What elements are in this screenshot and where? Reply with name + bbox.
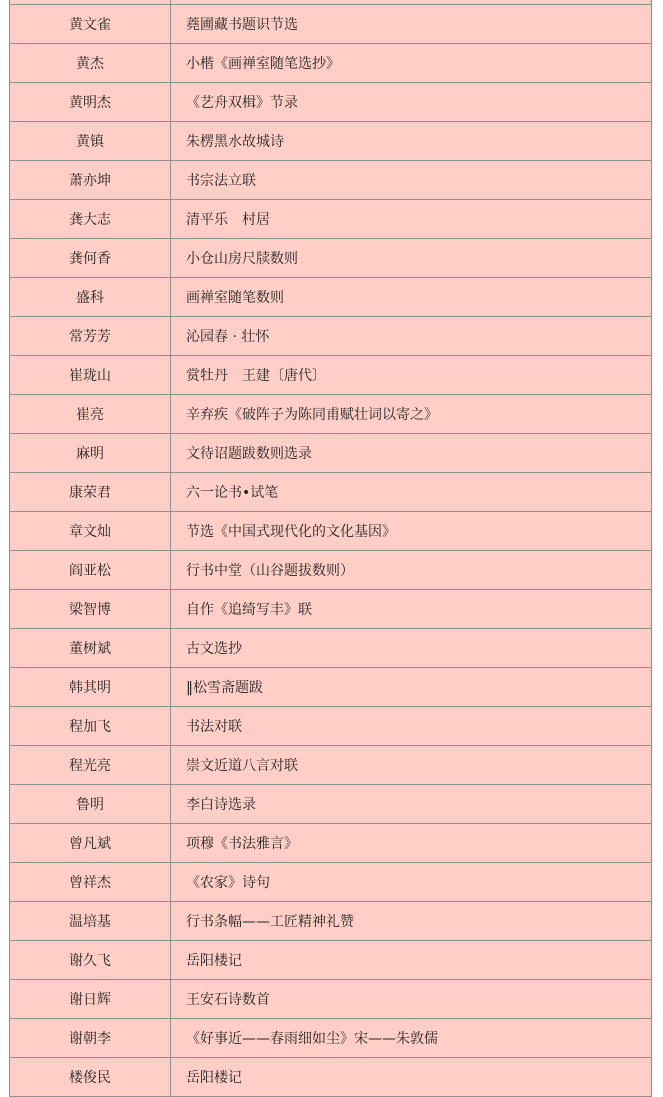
work-title-cell: ‖松雪斋题跋 <box>171 668 652 707</box>
table-row <box>10 512 652 551</box>
table-row <box>10 1058 652 1097</box>
author-name-cell: 梁智博 <box>10 590 171 629</box>
table-row <box>10 785 652 824</box>
author-name-cell: 温培基 <box>10 902 171 941</box>
work-title-cell: 蕘圃藏书题识节选 <box>171 5 652 44</box>
table-row <box>10 122 652 161</box>
author-name-cell: 盛科 <box>10 278 171 317</box>
table-row <box>10 941 652 980</box>
author-name-cell: 黄镇 <box>10 122 171 161</box>
entries-table <box>9 0 652 1097</box>
table-row <box>10 239 652 278</box>
table-row <box>10 746 652 785</box>
work-title-cell: 岳阳楼记 <box>171 941 652 980</box>
work-title-cell: 《农家》诗句 <box>171 863 652 902</box>
table-row <box>10 629 652 668</box>
author-name-cell: 崔亮 <box>10 395 171 434</box>
work-title-cell: 岳阳楼记 <box>171 1058 652 1097</box>
work-title-cell: 《好事近——春雨细如尘》宋——朱敦儒 <box>171 1019 652 1058</box>
table-row <box>10 707 652 746</box>
author-name-cell: 谢日辉 <box>10 980 171 1019</box>
table-row <box>10 317 652 356</box>
table-row <box>10 5 652 44</box>
work-title-cell: 文待诏题跋数则选录 <box>171 434 652 473</box>
author-name-cell: 康荣君 <box>10 473 171 512</box>
table-row <box>10 551 652 590</box>
author-name-cell: 楼俊民 <box>10 1058 171 1097</box>
work-title-cell: 书法对联 <box>171 707 652 746</box>
table-row <box>10 44 652 83</box>
work-title-cell: 节选《中国式现代化的文化基因》 <box>171 512 652 551</box>
table-row <box>10 980 652 1019</box>
table-row <box>10 200 652 239</box>
author-name-cell: 崔珑山 <box>10 356 171 395</box>
work-title-cell: 清平乐 村居 <box>171 200 652 239</box>
table-row <box>10 161 652 200</box>
author-name-cell: 程加飞 <box>10 707 171 746</box>
work-title-cell: 赏牡丹 王建〔唐代〕 <box>171 356 652 395</box>
author-name-cell: 黄杰 <box>10 44 171 83</box>
table-body <box>10 0 652 1097</box>
author-name-cell: 鲁明 <box>10 785 171 824</box>
author-name-cell: 龚何香 <box>10 239 171 278</box>
table-row <box>10 473 652 512</box>
table-row <box>10 278 652 317</box>
table-row <box>10 902 652 941</box>
work-title-cell: 朱楞黑水故城诗 <box>171 122 652 161</box>
table-row <box>10 668 652 707</box>
work-title-cell: 小楷《画禅室随笔选抄》 <box>171 44 652 83</box>
author-name-cell: 曾凡斌 <box>10 824 171 863</box>
author-name-cell: 谢久飞 <box>10 941 171 980</box>
author-name-cell: 萧亦坤 <box>10 161 171 200</box>
table-row <box>10 434 652 473</box>
work-title-cell: 画禅室随笔数则 <box>171 278 652 317</box>
table-row <box>10 395 652 434</box>
author-name-cell: 阎亚松 <box>10 551 171 590</box>
author-name-cell: 韩其明 <box>10 668 171 707</box>
author-name-cell: 黄文雀 <box>10 5 171 44</box>
work-title-cell: 行书条幅——工匠精神礼赞 <box>171 902 652 941</box>
author-name-cell: 曾祥杰 <box>10 863 171 902</box>
work-title-cell: 项穆《书法雅言》 <box>171 824 652 863</box>
work-title-cell: 自作《追绮写丰》联 <box>171 590 652 629</box>
work-title-cell: 行书中堂（山谷题拔数则） <box>171 551 652 590</box>
work-title-cell: 崇文近道八言对联 <box>171 746 652 785</box>
author-name-cell: 董树斌 <box>10 629 171 668</box>
work-title-cell: 王安石诗数首 <box>171 980 652 1019</box>
work-title-cell: 书宗法立联 <box>171 161 652 200</box>
author-name-cell: 常芳芳 <box>10 317 171 356</box>
work-title-cell: 沁园春 · 壮怀 <box>171 317 652 356</box>
author-name-cell: 黄明杰 <box>10 83 171 122</box>
work-title-cell: 李白诗选录 <box>171 785 652 824</box>
author-name-cell: 谢朝李 <box>10 1019 171 1058</box>
author-name-cell: 龚大志 <box>10 200 171 239</box>
author-name-cell: 章文灿 <box>10 512 171 551</box>
table-row <box>10 356 652 395</box>
author-name-cell: 麻明 <box>10 434 171 473</box>
work-title-cell: 小仓山房尺牍数则 <box>171 239 652 278</box>
table-row <box>10 590 652 629</box>
author-name-cell: 程光亮 <box>10 746 171 785</box>
work-title-cell: 古文选抄 <box>171 629 652 668</box>
table-row <box>10 1019 652 1058</box>
table-row <box>10 863 652 902</box>
table-row <box>10 83 652 122</box>
work-title-cell: 辛弃疾《破阵子为陈同甫赋壮词以寄之》 <box>171 395 652 434</box>
work-title-cell: 《艺舟双楫》节录 <box>171 83 652 122</box>
entries-table-container <box>9 0 652 1097</box>
table-row <box>10 824 652 863</box>
work-title-cell: 六一论书•试笔 <box>171 473 652 512</box>
